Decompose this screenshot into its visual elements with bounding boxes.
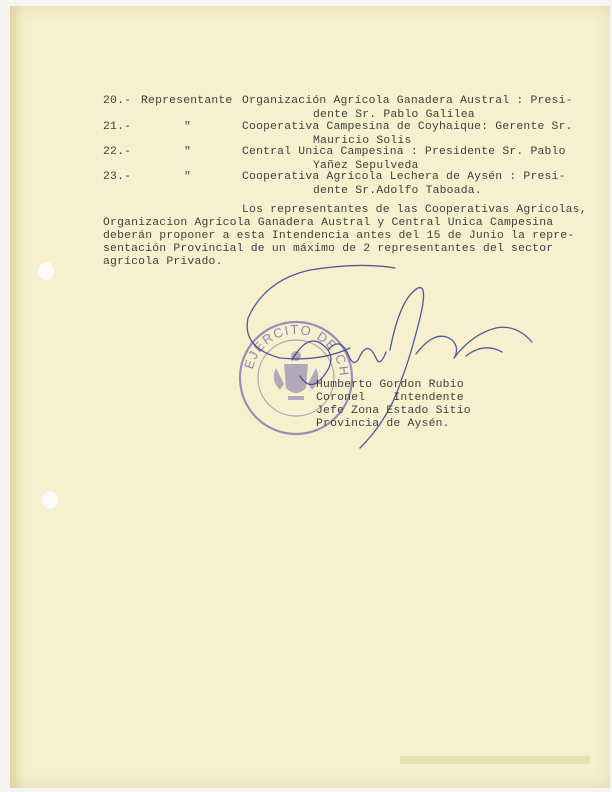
item-ditto: " [184, 171, 192, 183]
handwritten-signature-icon [240, 258, 540, 468]
item-number: 22.- [103, 146, 132, 158]
item-number: 23.- [103, 171, 132, 183]
signer-rank: Coronel Intendente [316, 392, 464, 404]
punch-hole-bottom [42, 491, 58, 509]
signer-name: Humberto Gordon Rubio [316, 379, 464, 391]
paragraph-line: deberán proponer a esta Intendencia antes del 15 de Junio la repre- [103, 230, 575, 242]
signer-position: Jefe Zona Estado Sitio [316, 405, 471, 417]
item-number: 20.- [103, 95, 132, 107]
item-line-2: Mauricio Solis [313, 135, 412, 147]
paragraph-line: sentación Provincial de un máximo de 2 representantes del sector [103, 243, 554, 255]
item-line-2: dente Sr. Pablo Galilea [313, 109, 475, 121]
paragraph-line: Los representantes de las Cooperativas Agrícolas, [242, 204, 587, 216]
item-ditto: " [184, 121, 192, 133]
stamp-text: EJERCITO DE CH [241, 321, 353, 378]
item-role: Representante [141, 95, 233, 107]
item-line-1: Organización Agrícola Ganadera Austral : Presi- [242, 95, 573, 107]
paragraph-line: agrícola Privado. [103, 256, 223, 268]
item-number: 21.- [103, 121, 132, 133]
item-line-2: dente Sr.Adolfo Taboada. [313, 185, 482, 197]
bleed-through-mark [400, 750, 600, 770]
punch-hole-top [38, 262, 54, 280]
item-line-1: Central Unica Campesina : Presidente Sr. Pablo [242, 146, 566, 158]
signer-province: Provincia de Aysén. [316, 418, 450, 430]
paper-edge-shadow [10, 6, 24, 788]
item-line-2: Yañez Sepulveda [313, 160, 419, 172]
item-ditto: " [184, 146, 192, 158]
paragraph-line: Organizacion Agrícola Ganadera Austral y Central Unica Campesina [103, 217, 554, 229]
item-line-1: Cooperativa Agrícola Lechera de Aysén : Presi- [242, 171, 566, 183]
item-line-1: Cooperativa Campesina de Coyhaique: Gerente Sr. [242, 121, 573, 133]
